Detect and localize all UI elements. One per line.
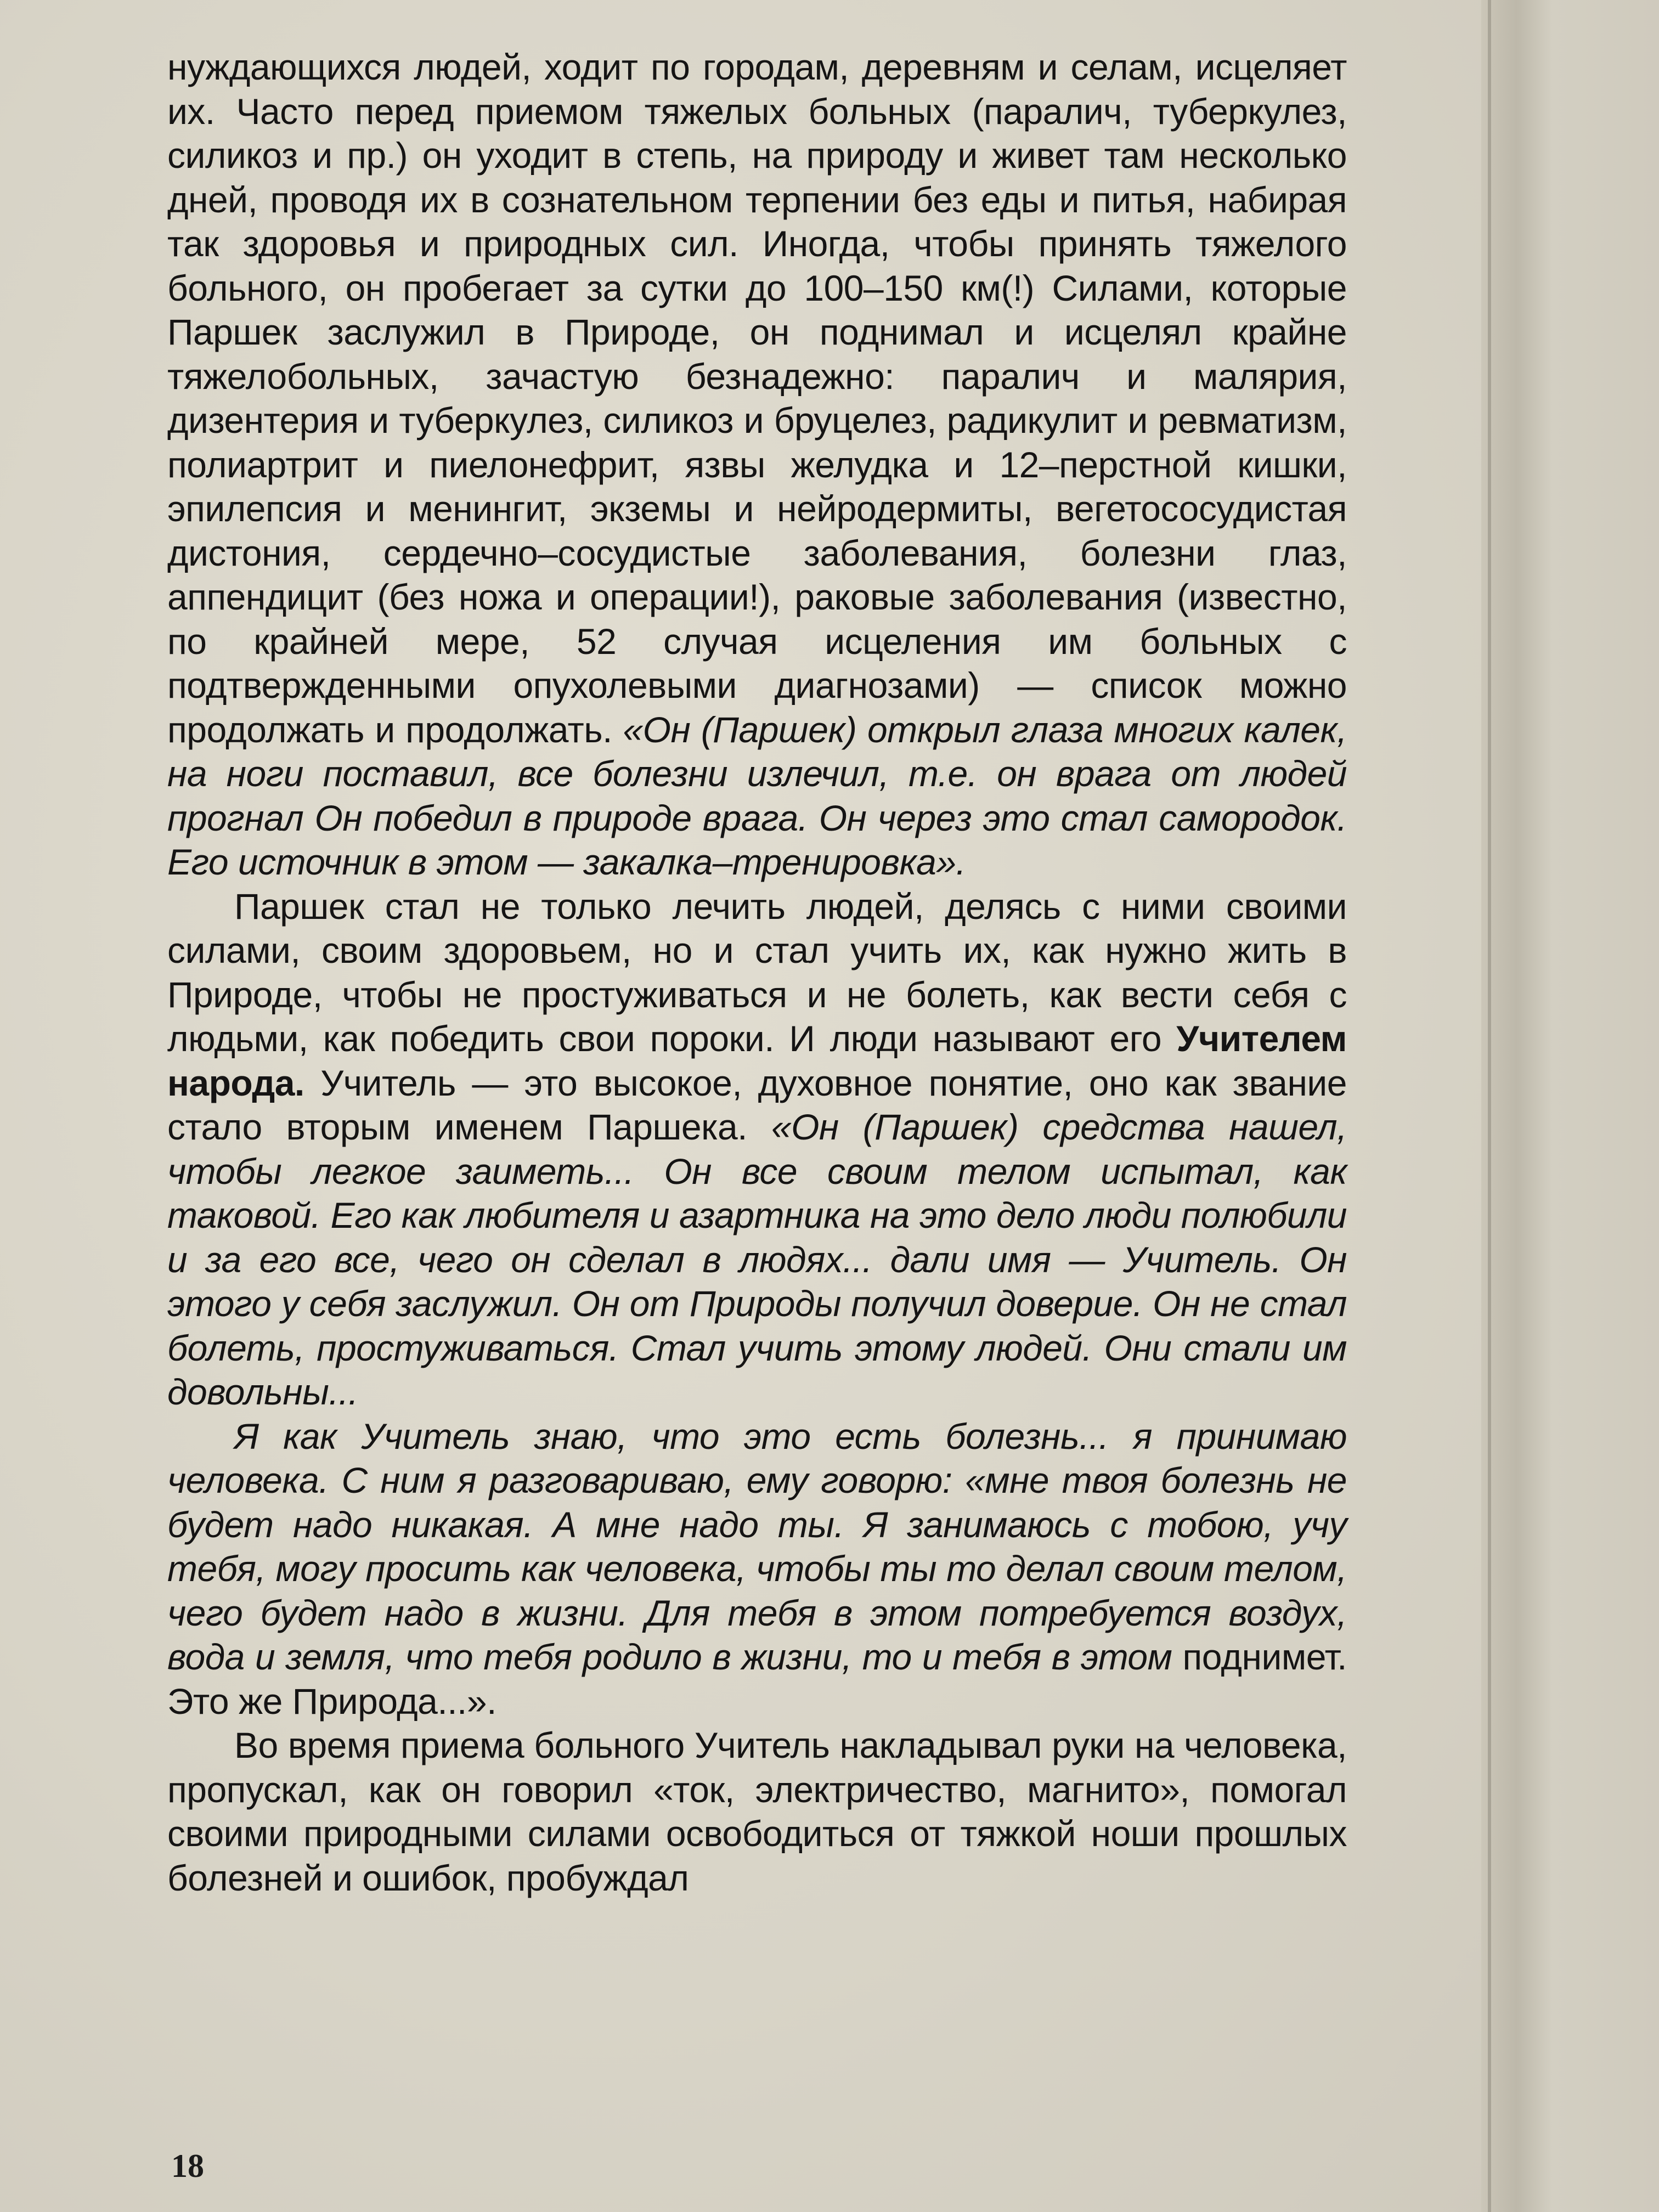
page-number: 18 xyxy=(171,2148,204,2184)
text-span: Учитель — это высокое, духовное понятие, оно как звание стало вторым именем Паршека. xyxy=(167,1062,1347,1147)
text-span: поднимет. Это же Природа...». xyxy=(167,1637,1347,1722)
text-span: нуждающихся людей, ходит по городам, деревням и селам, исцеляет их. Часто перед приемом тяжелых больных (паралич, туберкулез, силикоз и пр.) он уходит в степь, на природу и живет там несколько дней, проводя их в сознательном терпении без еды и питья, набирая так здоровья и природных сил. Иногда, чтобы принять тяжелого больного, он пробегает за сутки до 100–150 км(!) Силами, которые Паршек заслужил в Природе, он поднимал и исцелял крайне тяжелобольных, зачастую безнадежно: паралич и малярия, дизентерия и туберкулез, силикоз и бруцелез, радикулит и ревматизм, полиартрит и пиелонефрит, язвы желудка и 12–перстной кишки, эпилепсия и менингит, экземы и нейродермиты, вегетососудистая дистония, сердечно–сосудистые заболевания, болезни глаз, аппендицит (без ножа и операции!), раковые заболевания (известно, по крайней мере, 52 случая исцеления им больных с подтвержденными опухолевыми диагнозами) — список можно продолжать и продолжать. xyxy=(167,47,1347,750)
quote-span: Я как Учитель знаю, что это есть болезнь... я принимаю человека. С ним я разговариваю, ему говорю: «мне твоя болезнь не будет надо никакая. А мне надо ты. Я занимаюсь с тобою, учу тебя, могу просить как человека, чтобы ты то делал своим телом, чего будет надо в жизни. Для тебя в этом потребуется воздух, вода и земля, что тебя родило в жизни, то и тебя в этом xyxy=(167,1415,1347,1677)
page-edge xyxy=(1488,0,1491,2212)
paragraph-4 xyxy=(167,1723,1347,1900)
paragraph-3 xyxy=(167,1414,1347,1724)
text-span: Во время приема больного Учитель накладывал руки на человека, пропускал, как он говорил «ток, электричество, магнито», помогал своими природными силами освободиться от тяжкой ноши прошлых болезней и ошибок, пробуждал xyxy=(167,1725,1347,1898)
paragraph-1 xyxy=(167,45,1347,884)
quote-span: «Он (Паршек) открыл глаза многих калек, на ноги поставил, все болезни излечил, т.е. он врага от людей прогнал Он победил в природе врага. Он через это стал самородок. Его источник в этом — закалка–тренировка». xyxy=(167,709,1347,882)
page-text xyxy=(167,45,1347,1900)
bold-term: Учителем народа. xyxy=(167,1018,1347,1103)
book-spine xyxy=(1481,0,1659,2212)
quote-span: «Он (Паршек) средства нашел, чтобы легкое заиметь... Он все своим телом испытал, как таковой. Его как любителя и азартника на это дело люди полюбили и за его все, чего он сделал в людях... дали имя — Учитель. Он этого у себя заслужил. Он от Природы получил доверие. Он не стал болеть, простуживаться. Стал учить этому людей. Они стали им довольны... xyxy=(167,1107,1347,1412)
paragraph-2 xyxy=(167,884,1347,1414)
text-span: Паршек стал не только лечить людей, делясь с ними своими силами, своим здоровьем, но и стал учить их, как нужно жить в Природе, чтобы не простуживаться и не болеть, как вести себя с людьми, как победить свои пороки. И люди называют его xyxy=(167,885,1347,1059)
